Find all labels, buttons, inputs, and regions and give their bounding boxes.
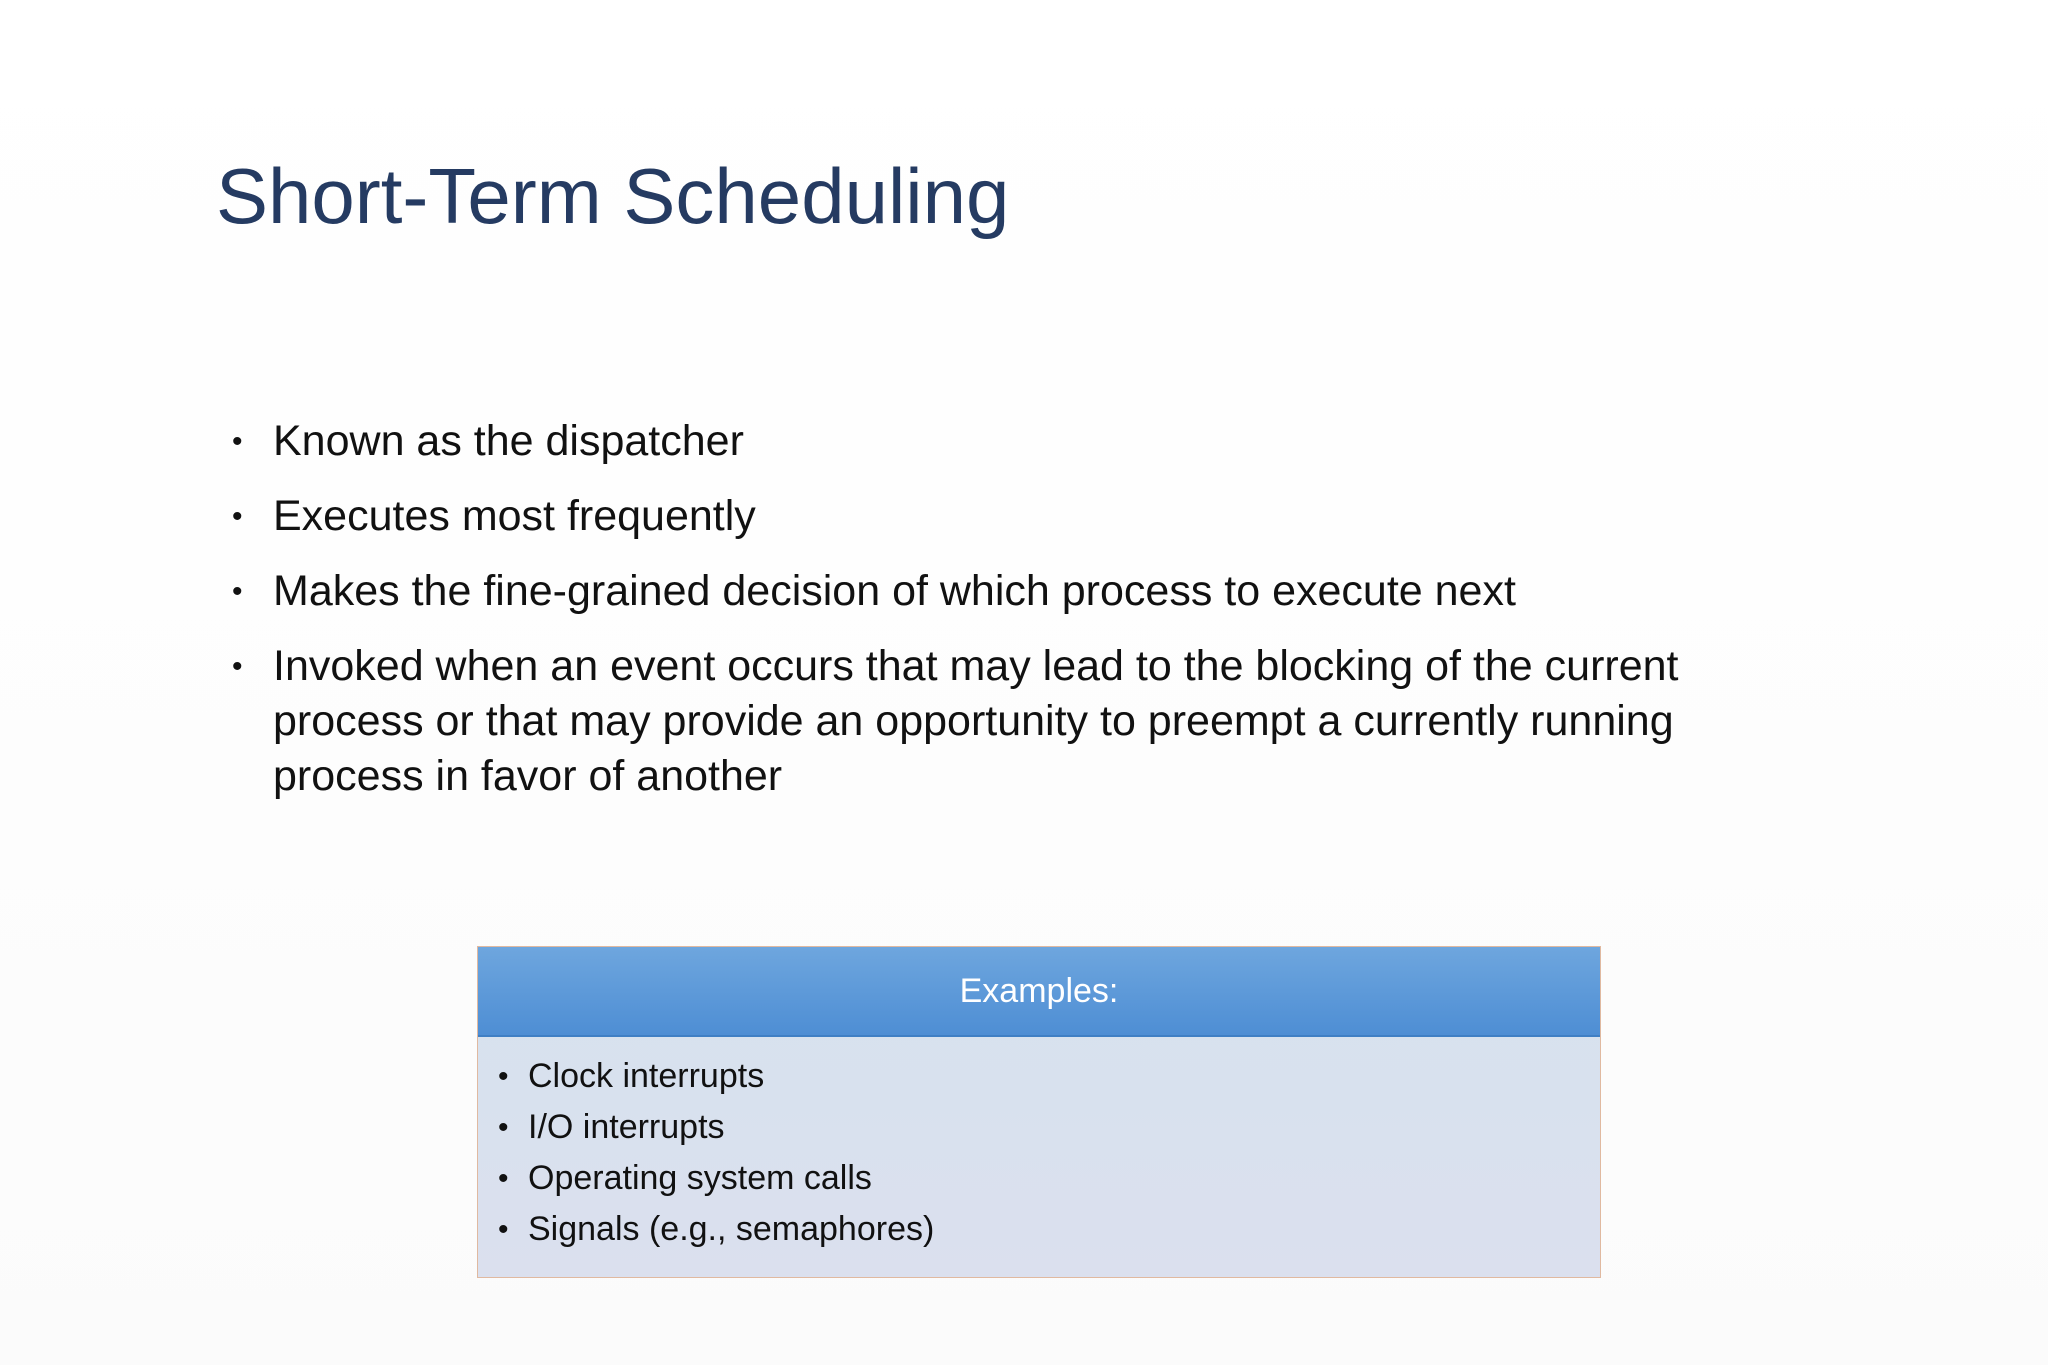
example-item [498, 1051, 934, 1102]
bullet-icon: • [498, 1060, 509, 1093]
bullet-icon: • [232, 425, 243, 458]
bullet-icon: • [232, 500, 243, 533]
bullet-icon: • [232, 650, 243, 683]
bullet-text: Makes the fine-grained decision of which process to execute next [273, 567, 1516, 615]
example-item [498, 1153, 934, 1204]
bullet-item [232, 414, 1832, 469]
bullet-item [232, 564, 1832, 619]
bullet-icon: • [232, 575, 243, 608]
bullet-item [232, 489, 1832, 544]
slide-title: Short-Term Scheduling [216, 152, 1010, 240]
example-text: Clock interrupts [528, 1057, 765, 1095]
bullet-icon: • [498, 1111, 509, 1144]
bullet-icon: • [498, 1162, 509, 1195]
example-text: Signals (e.g., semaphores) [528, 1210, 935, 1248]
bullet-item [232, 639, 1832, 804]
examples-box [477, 946, 1601, 1278]
bullet-icon: • [498, 1213, 509, 1246]
examples-header: Examples: [478, 947, 1600, 1037]
example-item [498, 1204, 934, 1255]
bullet-text: Invoked when an event occurs that may lead to the blocking of the current process or that may provide an opportunity to preempt a currently running process in favor of another [273, 642, 1679, 800]
example-text: Operating system calls [528, 1159, 872, 1197]
examples-list [498, 1051, 934, 1255]
bullet-list [232, 414, 1832, 824]
bullet-text: Executes most frequently [273, 492, 756, 540]
example-text: I/O interrupts [528, 1108, 725, 1146]
bullet-text: Known as the dispatcher [273, 417, 744, 465]
example-item [498, 1102, 934, 1153]
